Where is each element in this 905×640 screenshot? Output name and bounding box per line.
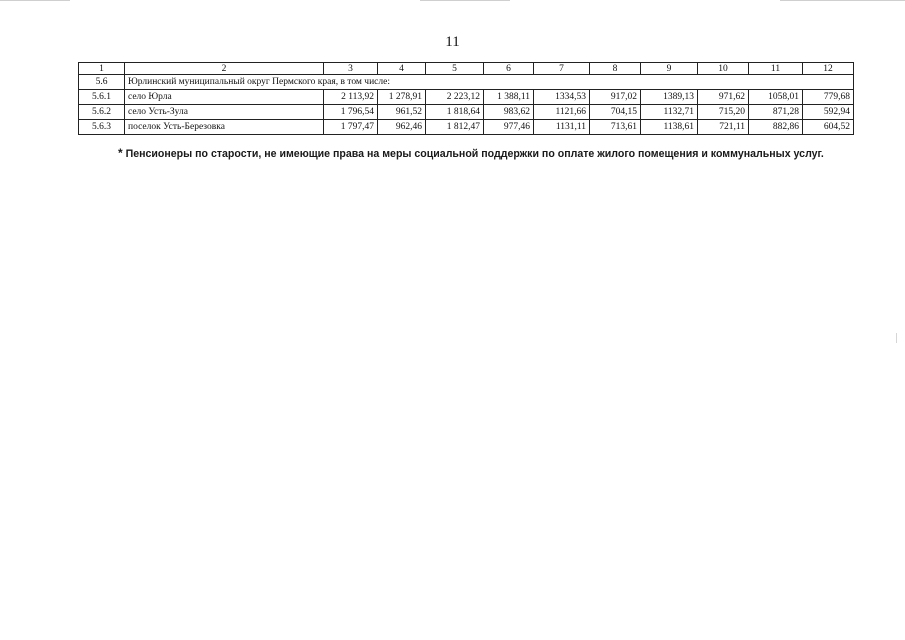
value-cell: 1138,61 <box>641 120 698 135</box>
footnote <box>118 147 858 161</box>
table-row <box>79 120 854 135</box>
row-name: поселок Усть-Березовка <box>125 120 324 135</box>
value-cell: 713,61 <box>590 120 641 135</box>
value-cell: 715,20 <box>698 105 749 120</box>
value-cell: 1 818,64 <box>426 105 484 120</box>
value-cell: 962,46 <box>378 120 426 135</box>
table-row <box>79 90 854 105</box>
value-cell: 604,52 <box>803 120 854 135</box>
row-code: 5.6.3 <box>79 120 125 135</box>
tariff-table <box>78 62 854 135</box>
column-number: 1 <box>79 63 125 75</box>
value-cell: 961,52 <box>378 105 426 120</box>
row-name: Юрлинский муниципальный округ Пермского края, в том числе: <box>125 75 854 90</box>
value-cell: 779,68 <box>803 90 854 105</box>
value-cell: 871,28 <box>749 105 803 120</box>
value-cell: 1121,66 <box>534 105 590 120</box>
value-cell: 721,11 <box>698 120 749 135</box>
column-number: 9 <box>641 63 698 75</box>
value-cell: 1 278,91 <box>378 90 426 105</box>
value-cell: 917,02 <box>590 90 641 105</box>
value-cell: 1 796,54 <box>324 105 378 120</box>
column-number: 4 <box>378 63 426 75</box>
column-number: 12 <box>803 63 854 75</box>
value-cell: 1 812,47 <box>426 120 484 135</box>
footnote-text: Пенсионеры по старости, не имеющие права на меры социальной поддержки по оплате жилого помещения и коммунальных услуг. <box>122 148 824 160</box>
row-name: село Усть-Зула <box>125 105 324 120</box>
value-cell: 882,86 <box>749 120 803 135</box>
value-cell: 1 388,11 <box>484 90 534 105</box>
footnote-mark: * <box>118 146 123 160</box>
value-cell: 704,15 <box>590 105 641 120</box>
column-number: 2 <box>125 63 324 75</box>
column-number: 8 <box>590 63 641 75</box>
value-cell: 983,62 <box>484 105 534 120</box>
value-cell: 977,46 <box>484 120 534 135</box>
value-cell: 1 797,47 <box>324 120 378 135</box>
row-name: село Юрла <box>125 90 324 105</box>
column-number: 3 <box>324 63 378 75</box>
value-cell: 1334,53 <box>534 90 590 105</box>
column-number: 10 <box>698 63 749 75</box>
scan-top-rule-center <box>420 0 510 1</box>
row-code: 5.6 <box>79 75 125 90</box>
scan-top-rule-left <box>0 0 70 1</box>
value-cell: 2 223,12 <box>426 90 484 105</box>
column-number-row <box>79 63 854 75</box>
value-cell: 2 113,92 <box>324 90 378 105</box>
page-number: 11 <box>445 34 460 50</box>
table-row <box>79 105 854 120</box>
column-number: 7 <box>534 63 590 75</box>
column-number: 11 <box>749 63 803 75</box>
row-code: 5.6.1 <box>79 90 125 105</box>
value-cell: 1389,13 <box>641 90 698 105</box>
scan-top-rule-right <box>780 0 905 1</box>
value-cell: 971,62 <box>698 90 749 105</box>
column-number: 5 <box>426 63 484 75</box>
column-number: 6 <box>484 63 534 75</box>
value-cell: 1058,01 <box>749 90 803 105</box>
scan-edge-mark <box>896 333 901 343</box>
value-cell: 592,94 <box>803 105 854 120</box>
value-cell: 1132,71 <box>641 105 698 120</box>
row-code: 5.6.2 <box>79 105 125 120</box>
value-cell: 1131,11 <box>534 120 590 135</box>
group-row <box>79 75 854 90</box>
